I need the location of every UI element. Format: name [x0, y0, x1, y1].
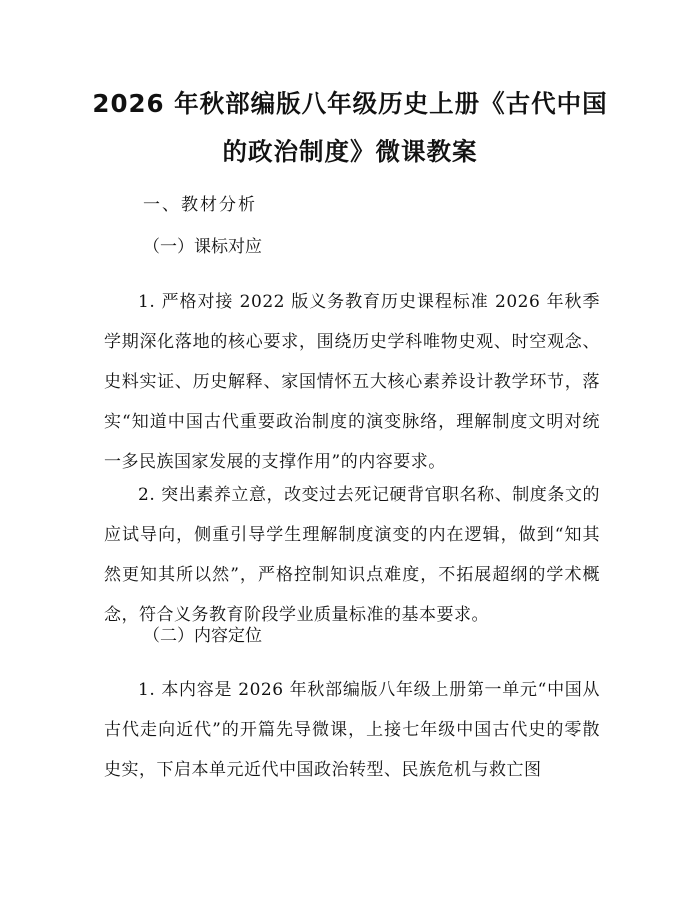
document-title-line-2: 的政治制度》微课教案 — [222, 137, 478, 166]
document-title-line-1: 2026 年秋部编版八年级历史上册《古代中国 — [92, 89, 608, 118]
paragraph-content-positioning-1: 1. 本内容是 2026 年秋部编版八年级上册第一单元“中国从古代走向近代”的开篇先导微课，上接七年级中国古代史的零散史实，下启本单元近代中国政治转型、民族危机与救亡图 — [104, 680, 600, 780]
paragraph-curriculum-2: 2. 突出素养立意，改变过去死记硬背官职名称、制度条文的应试导向，侧重引导学生理解制度演变的内在逻辑，做到“知其然更知其所以然”，严格控制知识点难度，不拓展超纲的学术概念，符合义务教育阶段学业质量标准的基本要求。 — [104, 485, 600, 625]
subsection-heading-curriculum-standard: （一）课标对应 — [143, 237, 262, 257]
section-heading-teaching-material-analysis: 一、教材分析 — [143, 195, 257, 215]
paragraph-curriculum-1: 1. 严格对接 2022 版义务教育历史课程标准 2026 年秋季学期深化落地的核心要求，围绕历史学科唯物史观、时空观念、史料实证、历史解释、家国情怀五大核心素养设计教学环节，落实“知道中国古代重要政治制度的演变脉络，理解制度文明对统一多民族国家发展的支撑作用”的内容要求。 — [104, 292, 600, 472]
subsection-heading-content-positioning: （二）内容定位 — [143, 626, 262, 646]
